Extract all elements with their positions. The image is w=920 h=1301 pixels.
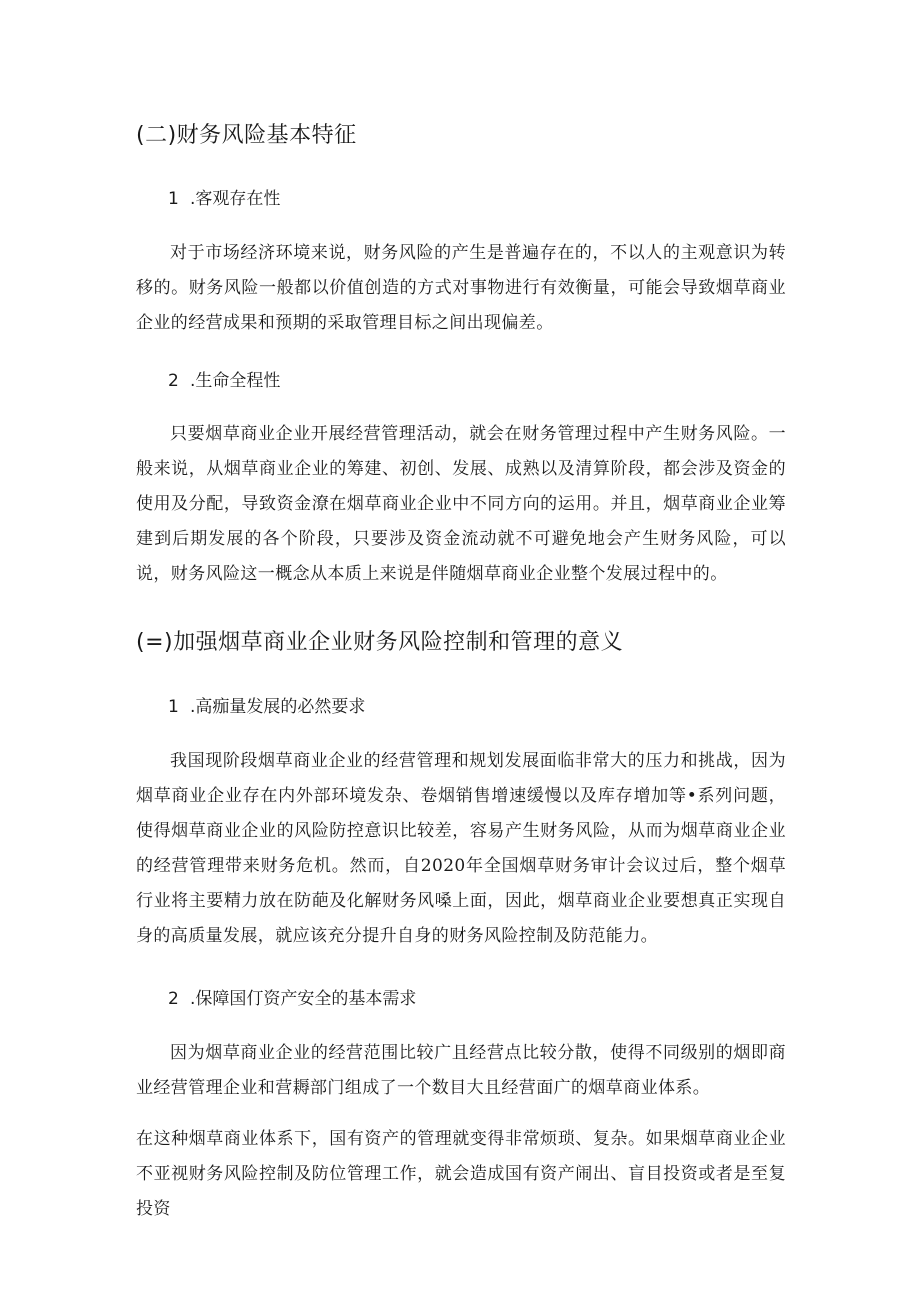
subheading-high-quality [168, 694, 365, 720]
subheading-title: .客观存在性 [190, 189, 281, 209]
subheading-title: .高痂量发展的必然要求 [190, 697, 366, 717]
section-heading-significance: (=)加强烟草商业企业财务风险控制和管理的意义 [136, 630, 624, 655]
subheading-number: 1 [168, 697, 179, 717]
paragraph-asset-safety: 因为烟草商业企业的经营范围比较广且经营点比较分散，使得不同级别的烟即商业经营管理企业和营耨部门组成了一个数目大且经营面广的烟草商业体系。 [136, 1043, 786, 1098]
subheading-objective-existence [168, 186, 280, 212]
subheading-number: 2 [168, 371, 179, 391]
subheading-number: 1 [168, 189, 179, 209]
subheading-asset-safety [168, 986, 416, 1012]
paragraph-asset-management: 在这种烟草商业体系下，国有资产的管理就变得非常烦琐、复杂。如果烟草商业企业不亚视财务风险控制及防位管理工作，就会造成国有资产闹出、盲目投资或者是至复投资 [136, 1129, 786, 1219]
section-heading-characteristics: (二)财务风险基本特征 [136, 123, 357, 148]
paragraph-high-quality: 我国现阶段烟草商业企业的经营管理和规划发展面临非常大的压力和挑战，因为烟草商业企业存在内外部环境发杂、卷烟销售增速缓慢以及库存增加等•系列问题，使得烟草商业企业的风险防控意识比较差，容易产生财务风险，从而为烟草商业企业的经营管理带来财务危机。然而，自2020年全国烟草财务审计会议过后，整个烟草行业将主要精力放在防葩及化解财务风嗓上面，因此，烟草商业企业要想真正实现自身的高质量发展，就应该充分提升自身的财务风险控制及防范能力。 [136, 751, 786, 946]
subheading-lifecycle [168, 368, 280, 394]
subheading-number: 2 [168, 989, 179, 1009]
paragraph-objective-existence: 对于市场经济环境来说，财务风险的产生是普遍存在的，不以人的主观意识为转移的。财务风险一般都以价值创造的方式对事物进行有效衡量，可能会导致烟草商业企业的经营成果和预期的采取管理目标之间出现偏差。 [136, 243, 786, 333]
subheading-title: .生命全程性 [190, 371, 281, 391]
subheading-title: .保障国仃资产安全的基本需求 [190, 989, 417, 1009]
paragraph-lifecycle: 只要烟草商业企业开展经营管理活动，就会在财务管理过程中产生财务风险。一般来说，从烟草商业企业的筹建、初创、发展、成熟以及清算阶段，都会涉及资金的使用及分配，导致资金潦在烟草商业企业中不同方向的运用。并且，烟草商业企业筹建到后期发展的各个阶段，只要涉及资金流动就不可避免地会产生财务风险，可以说，财务风险这一概念从本质上来说是伴随烟草商业企业整个发展过程中的。 [136, 424, 786, 584]
